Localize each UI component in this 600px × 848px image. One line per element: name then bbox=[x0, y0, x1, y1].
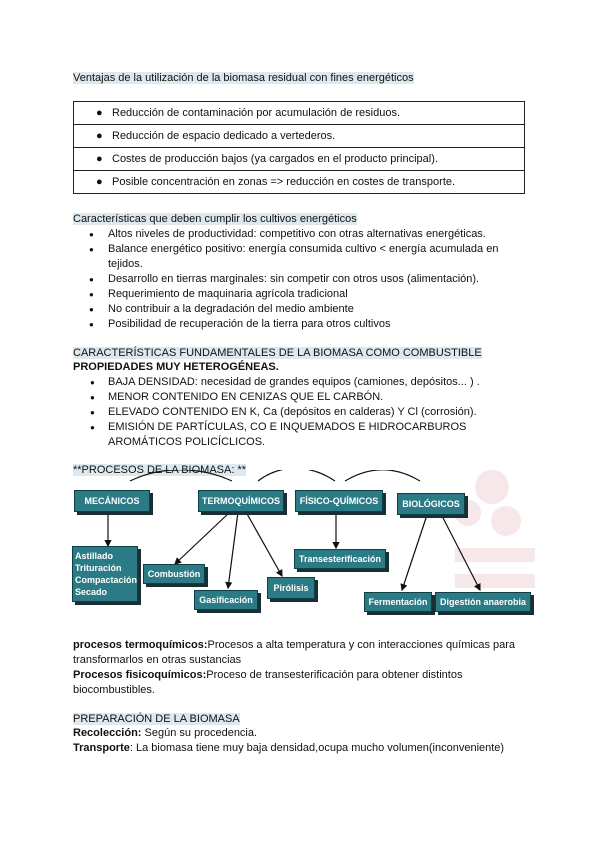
processes-diagram bbox=[0, 470, 600, 620]
list-item: ● Requerimiento de maquinaria agrícola tradicional bbox=[80, 287, 520, 302]
box-mecanicos: MECÁNICOS bbox=[74, 490, 150, 512]
preparation-heading: PREPARACIÓN DE LA BIOMASA bbox=[73, 713, 240, 725]
box-transesterificacion: Transesterificación bbox=[294, 549, 386, 569]
box-mechanical-list: Astillado Trituración Compactación Secado bbox=[72, 546, 138, 602]
advantages-table bbox=[73, 101, 525, 194]
arc-mech-thermo bbox=[130, 470, 232, 481]
list-item: ● BAJA DENSIDAD: necesidad de grandes equipos (camiones, depósitos... ) . bbox=[70, 375, 510, 390]
list-item: ● Altos niveles de productividad: competitivo con otras alternativas energéticas. bbox=[80, 227, 520, 242]
table-row: ● Reducción de espacio dedicado a vertederos. bbox=[74, 125, 525, 148]
advantages-heading: Ventajas de la utilización de la biomasa residual con fines energéticos bbox=[73, 72, 414, 84]
list-item: ● MENOR CONTENIDO EN CENIZAS QUE EL CARBÓN. bbox=[70, 390, 510, 405]
box-fisicoquimicos: FÍSICO-QUÍMICOS bbox=[295, 490, 383, 512]
processes-heading: **PROCESOS DE LA BIOMASA: ** bbox=[73, 464, 247, 476]
box-combustion: Combustión bbox=[143, 564, 205, 584]
list-item: ● Balance energético positivo: energía consumida cultivo < energía acumulada en tejidos. bbox=[80, 242, 520, 272]
crops-heading: Características que deben cumplir los cultivos energéticos bbox=[73, 213, 357, 225]
arrow-combustion bbox=[175, 512, 230, 564]
box-gasificacion: Gasificación bbox=[194, 590, 258, 610]
fuel-heading: CARACTERÍSTICAS FUNDAMENTALES DE LA BIOMASA COMO COMBUSTIBLE bbox=[73, 347, 482, 359]
box-pirolisis: Pirólisis bbox=[267, 577, 315, 599]
list-item: ● EMISIÓN DE PARTÍCULAS, CO E INQUEMADOS E HIDROCARBUROS AROMÁTICOS POLICÍCLICOS. bbox=[70, 420, 510, 450]
table-row: ● Reducción de contaminación por acumulación de residuos. bbox=[74, 102, 525, 125]
box-termoquimicos: TERMOQUÍMICOS bbox=[198, 490, 284, 512]
table-row: ● Posible concentración en zonas => reducción en costes de transporte. bbox=[74, 171, 525, 194]
box-fermentacion: Fermentación bbox=[364, 592, 432, 612]
fuel-list bbox=[70, 375, 510, 450]
def-termoquimicos: procesos termoquímicos:Procesos a alta temperatura y con interacciones químicas para transformarlos en otras sustancias bbox=[73, 639, 516, 666]
arrow-digestion bbox=[440, 512, 480, 590]
list-item: ● Posibilidad de recuperación de la tierra para otros cultivos bbox=[80, 317, 520, 332]
list-item: ● ELEVADO CONTENIDO EN K, Ca (depósitos en calderas) Y Cl (corrosión). bbox=[70, 405, 510, 420]
crops-list bbox=[80, 227, 520, 332]
preparation-transporte: Transporte: La biomasa tiene muy baja densidad,ocupa mucho volumen(inconveniente) bbox=[73, 742, 505, 754]
box-digestion-anaerobia: Digestión anaerobia bbox=[435, 592, 531, 612]
arrow-gasificacion bbox=[228, 512, 238, 588]
arrow-pirolisis bbox=[246, 512, 282, 576]
arrow-fermentacion bbox=[402, 512, 428, 590]
box-biologicos: BIOLÓGICOS bbox=[397, 493, 465, 515]
arc-physico-bio bbox=[345, 470, 420, 481]
list-item: ● No contribuir a la degradación del medio ambiente bbox=[80, 302, 520, 317]
preparation-recoleccion: Recolección: Según su procedencia. bbox=[73, 727, 258, 739]
table-row: ● Costes de producción bajos (ya cargados en el producto principal). bbox=[74, 148, 525, 171]
def-fisicoquimicos: Procesos fisicoquímicos:Proceso de transesterificación para obtener distintos biocombustibles. bbox=[73, 669, 463, 696]
list-item: ● Desarrollo en tierras marginales: sin competir con otros usos (alimentación). bbox=[80, 272, 520, 287]
arc-thermo-physico bbox=[258, 470, 335, 481]
fuel-subheading: PROPIEDADES MUY HETEROGÉNEAS. bbox=[73, 361, 279, 373]
